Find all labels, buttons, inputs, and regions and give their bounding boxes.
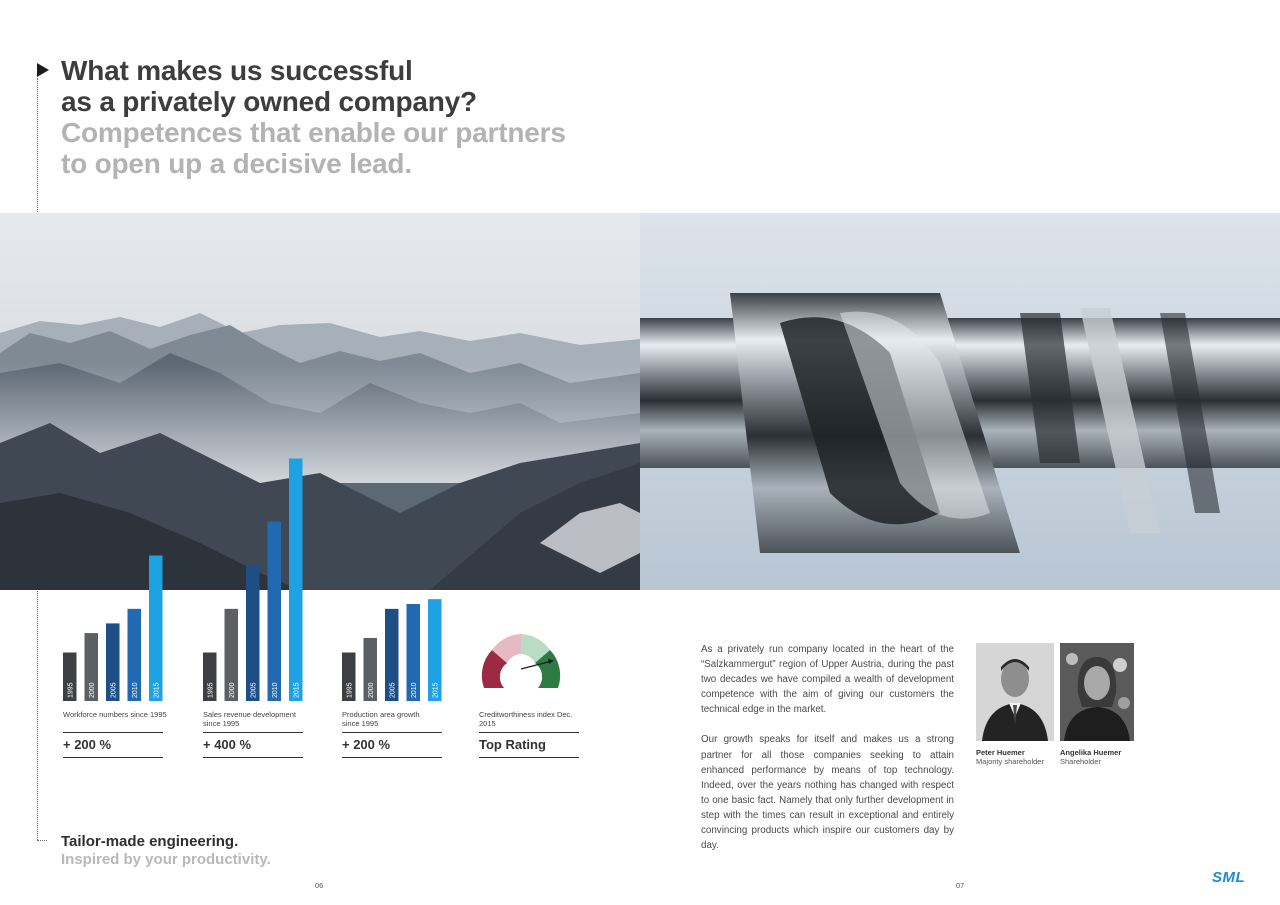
page-number-right: 07 [956, 881, 965, 890]
person-name-peter: Peter Huemer [976, 748, 1025, 757]
credit-rating-value: Top Rating [479, 737, 546, 752]
screw-photo [640, 213, 1280, 590]
person-name-angelika: Angelika Huemer [1060, 748, 1122, 757]
headline-line-3: Competences that enable our partners [61, 117, 566, 148]
horizontal-dotted-guide [37, 840, 47, 841]
workforce-year-label-2000: 2000 [88, 682, 96, 698]
production-rule-top [342, 732, 442, 733]
workforce-bar-2015 [149, 556, 163, 702]
workforce-rule-bottom [63, 757, 163, 758]
body-paragraph-1: As a privately run company located in the heart of the “Salzkammergut” region of Upper Austria, during the past two decades we have compiled a wealth of development competence with the aim of giving our customers the technical edge in the market. [701, 644, 954, 716]
tagline-line-1: Tailor-made engineering. [61, 833, 239, 850]
workforce-year-label-1995: 1995 [67, 682, 75, 698]
workforce-year-label-2010: 2010 [131, 682, 139, 698]
headline-line-1: What makes us successful [61, 55, 413, 86]
workforce-rule-top [63, 732, 163, 733]
production-year-label-2000: 2000 [367, 682, 375, 698]
headline-line-2: as a privately owned company? [61, 86, 477, 117]
sales-chart-caption: Sales revenue development since 1995 [203, 710, 296, 728]
sales-year-label-2005: 2005 [250, 682, 258, 698]
production-year-label-2015: 2015 [432, 682, 440, 698]
person-role-peter: Majority shareholder [976, 757, 1044, 766]
sales-bar-2010 [268, 522, 282, 701]
production-chart-caption: Production area growth since 1995 [342, 710, 420, 728]
tagline-line-2: Inspired by your productivity. [61, 851, 271, 868]
headline-line-4: to open up a decisive lead. [61, 148, 412, 179]
production-growth-value: + 200 % [342, 737, 391, 752]
tagline [61, 833, 271, 869]
body-paragraph-2: Our growth speaks for itself and makes us a strong partner for all those companies seeking to attain enhanced performance by means of top technology. Indeed, over the years nothing has changed with respect to one basic fact. Namely that only further development in step with the times can result in exceptional and entirely convincing products which inspire our customers day by day. [701, 734, 954, 852]
sales-year-label-2015: 2015 [293, 682, 301, 698]
page-number-left: 06 [315, 881, 324, 890]
workforce-growth-value: + 200 % [63, 737, 112, 752]
sales-rule-top [203, 732, 303, 733]
creditworthiness-gauge [480, 630, 562, 702]
person-role-angelika: Shareholder [1060, 757, 1101, 766]
creditworthiness-caption: Creditworthiness index Dec. 2015 [479, 710, 573, 728]
production-year-label-2010: 2010 [410, 682, 418, 698]
sales-rule-bottom [203, 757, 303, 758]
credit-rule-bottom [479, 757, 579, 758]
production-year-label-1995: 1995 [346, 682, 354, 698]
body-text [701, 642, 954, 868]
sales-year-label-2000: 2000 [228, 682, 236, 698]
sales-year-label-2010: 2010 [271, 682, 279, 698]
portrait-angelika-huemer [1060, 643, 1134, 741]
portrait-peter-huemer [976, 643, 1054, 741]
workforce-chart-caption: Workforce numbers since 1995 [63, 710, 167, 719]
sales-year-label-1995: 1995 [207, 682, 215, 698]
credit-rule-top [479, 732, 579, 733]
sml-logo: SML [1212, 869, 1246, 886]
page-headline [61, 55, 681, 179]
workforce-year-label-2015: 2015 [153, 682, 161, 698]
workforce-year-label-2005: 2005 [110, 682, 118, 698]
sales-growth-value: + 400 % [203, 737, 252, 752]
production-year-label-2005: 2005 [389, 682, 397, 698]
sales-bar-2005 [246, 565, 260, 701]
headline-arrow-icon [37, 63, 49, 77]
production-rule-bottom [342, 757, 442, 758]
sales-bar-2015 [289, 459, 303, 702]
